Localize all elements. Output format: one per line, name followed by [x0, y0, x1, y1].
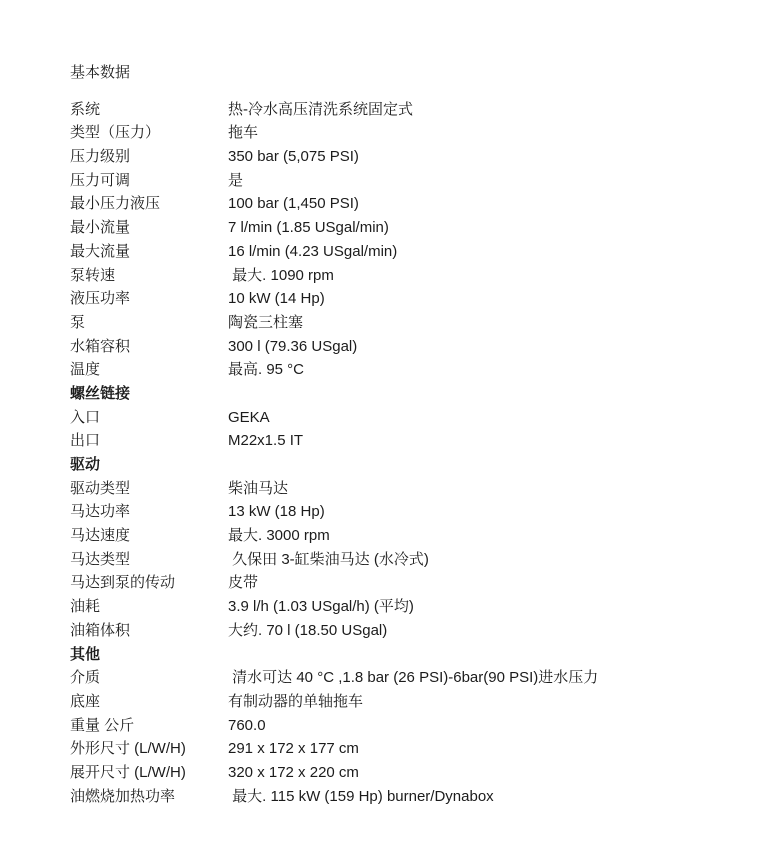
- spec-label: 重量 公斤: [70, 716, 135, 734]
- spec-row: [70, 737, 752, 761]
- spec-label: 液压功率: [70, 290, 131, 308]
- spec-section: [70, 643, 752, 809]
- spec-label: 出口: [70, 432, 101, 450]
- section-title: 驱动: [70, 456, 101, 473]
- spec-label: 油箱体积: [70, 621, 131, 639]
- section-title: 螺丝链接: [70, 384, 131, 402]
- spec-value: 291 x 172 x 177 cm: [228, 740, 359, 758]
- spec-row: [70, 98, 752, 122]
- spec-label: 入口: [70, 408, 101, 426]
- spec-value: 皮带: [228, 574, 259, 592]
- spec-label: 最小流量: [70, 219, 131, 237]
- spec-value: 陶瓷三柱塞: [228, 313, 304, 331]
- spec-row: [70, 216, 752, 240]
- section-rows: [70, 477, 752, 643]
- spec-row: [70, 785, 752, 809]
- spec-section: [70, 382, 752, 453]
- spec-label: 最大流量: [70, 242, 131, 260]
- spec-value: M22x1.5 IT: [228, 432, 304, 450]
- spec-value: 16 l/min (4.23 USgal/min): [228, 242, 398, 260]
- spec-row: [70, 145, 752, 169]
- spec-label: 系统: [70, 100, 101, 118]
- spec-label: 驱动类型: [70, 479, 131, 497]
- spec-value: 有制动器的单轴拖车: [228, 692, 364, 710]
- spec-label: 类型（压力）: [70, 124, 161, 142]
- spec-label: 水箱容积: [70, 337, 131, 355]
- spec-row: [70, 429, 752, 453]
- spec-row: [70, 500, 752, 524]
- spec-value: 3.9 l/h (1.03 USgal/h) (平均): [228, 598, 414, 616]
- spec-value: 最大. 115 kW (159 Hp) burner/Dynabox: [228, 787, 494, 805]
- spec-row: [70, 690, 752, 714]
- section-rows: [70, 98, 752, 382]
- spec-value: 最大. 3000 rpm: [228, 527, 330, 545]
- spec-row: [70, 406, 752, 430]
- spec-label: 底座: [70, 692, 101, 710]
- spec-value: 大约. 70 l (18.50 USgal): [228, 621, 388, 639]
- spec-row: [70, 524, 752, 548]
- spec-label: 马达类型: [70, 550, 131, 568]
- spec-label: 展开尺寸 (L/W/H): [70, 763, 186, 781]
- spec-value: 300 l (79.36 USgal): [228, 337, 358, 355]
- spec-label: 马达功率: [70, 503, 131, 521]
- spec-value: 10 kW (14 Hp): [228, 290, 325, 308]
- spec-section: [70, 61, 752, 382]
- spec-row: [70, 192, 752, 216]
- spec-row: [70, 548, 752, 572]
- spec-value: 100 bar (1,450 PSI): [228, 195, 359, 213]
- spec-row: [70, 335, 752, 359]
- spec-value: GEKA: [228, 408, 270, 426]
- spec-row: [70, 287, 752, 311]
- spec-value: 320 x 172 x 220 cm: [228, 763, 359, 781]
- spec-row: [70, 619, 752, 643]
- spec-value: 最大. 1090 rpm: [228, 266, 334, 284]
- spec-label: 压力可调: [70, 171, 131, 189]
- spec-row: [70, 666, 752, 690]
- section-rows: [70, 406, 752, 453]
- section-title: 基本数据: [70, 64, 131, 81]
- spec-value: 13 kW (18 Hp): [228, 503, 325, 521]
- spec-row: [70, 595, 752, 619]
- spec-label: 压力级别: [70, 148, 131, 166]
- spec-value: 热-冷水高压清洗系统固定式: [228, 100, 413, 118]
- spec-row: [70, 761, 752, 785]
- spec-value: 7 l/min (1.85 USgal/min): [228, 219, 389, 237]
- spec-row: [70, 169, 752, 193]
- spec-row: [70, 240, 752, 264]
- spec-label: 最小压力液压: [70, 195, 161, 213]
- spec-label: 温度: [70, 361, 101, 379]
- spec-section: [70, 453, 752, 643]
- spec-row: [70, 358, 752, 382]
- section-rows: [70, 666, 752, 808]
- spec-label: 泵: [70, 313, 86, 331]
- spec-row: [70, 477, 752, 501]
- spec-value: 清水可达 40 °C ,1.8 bar (26 PSI)-6bar(90 PSI)进水压力: [228, 669, 599, 687]
- spec-value: 拖车: [228, 124, 259, 142]
- spec-row: [70, 571, 752, 595]
- section-title: 其他: [70, 645, 101, 663]
- spec-label: 马达到泵的传动: [70, 574, 176, 592]
- spec-label: 泵转速: [70, 266, 116, 284]
- spec-row: [70, 714, 752, 738]
- spec-row: [70, 264, 752, 288]
- spec-label: 油燃烧加热功率: [70, 787, 176, 805]
- spec-label: 马达速度: [70, 527, 131, 545]
- spec-value: 久保田 3-缸柴油马达 (水冷式): [228, 550, 429, 568]
- spec-value: 柴油马达: [228, 479, 289, 497]
- spec-label: 介质: [70, 669, 101, 687]
- spec-value: 350 bar (5,075 PSI): [228, 148, 359, 166]
- spec-row: [70, 311, 752, 335]
- spec-value: 是: [228, 171, 244, 189]
- spec-value: 最高. 95 °C: [228, 361, 305, 379]
- spec-row: [70, 121, 752, 145]
- spec-label: 油耗: [70, 598, 101, 616]
- spec-value: 760.0: [228, 716, 266, 734]
- spec-sections: [70, 61, 752, 808]
- spec-label: 外形尺寸 (L/W/H): [70, 740, 186, 758]
